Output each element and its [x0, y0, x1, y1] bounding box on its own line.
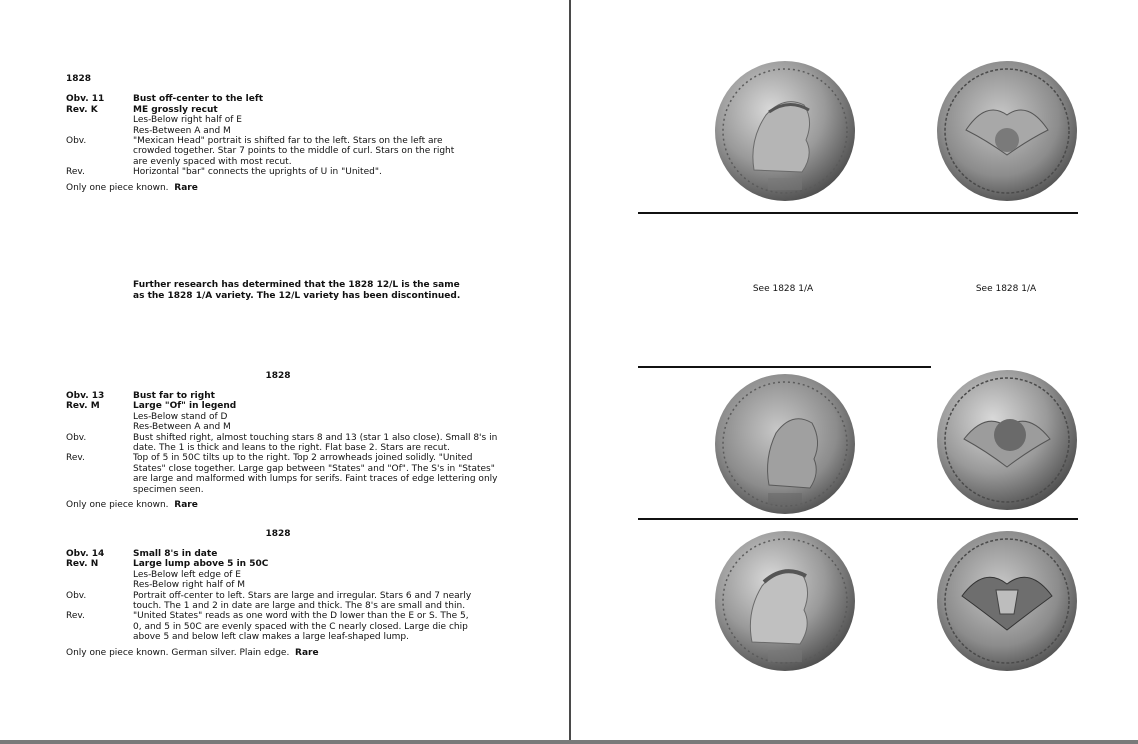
- entry-year: 1828: [66, 74, 92, 84]
- obv-title: Bust off-center to the left: [133, 94, 264, 105]
- see-reference-obverse: See 1828 1/A: [752, 284, 814, 294]
- entry-obv14-revN: [66, 549, 471, 658]
- les-text: Les-Below right half of E: [133, 115, 242, 126]
- res-text: Res-Between A and M: [133, 422, 231, 433]
- divider-line: [638, 212, 1078, 214]
- rarity: Rare: [174, 182, 198, 193]
- divider-line: [638, 366, 931, 368]
- rev-label: Rev. K: [66, 104, 98, 115]
- coin-obverse-photo: [714, 60, 856, 202]
- rev-description: "United States" reads as one word with the D lower than the E or S. The 5, 0, and 5 in 50C are evenly spaced with the C nearly closed. Large die chip above 5 and below left claw makes a large leaf-shaped lump.: [133, 611, 469, 643]
- entry-year: 1828: [265, 371, 291, 381]
- see-reference-reverse: See 1828 1/A: [975, 284, 1037, 294]
- entry-obv13-revM: [66, 391, 497, 510]
- bottom-scrollbar: [0, 740, 1138, 744]
- divider-line: [638, 518, 1078, 520]
- obv-description: "Mexican Head" portrait is shifted far to the left. Stars on the left are crowded together. Star 7 points to the middle of curl. Stars on the right are evenly spaced with most recut.: [133, 136, 455, 167]
- rarity: Rare: [174, 500, 198, 511]
- obv-title: Small 8's in date: [133, 549, 218, 559]
- coin-obverse-photo: [714, 373, 856, 515]
- rev-label: Rev. N: [66, 559, 99, 570]
- obv-desc-label: Obv.: [66, 432, 87, 443]
- known-count: Only one piece known. German silver. Plain edge. Rare: [66, 647, 319, 658]
- res-text: Res-Below right half of M: [133, 580, 245, 591]
- coin-reverse-photo: [936, 60, 1078, 202]
- coin-reverse-photo: [936, 530, 1078, 672]
- rev-title: Large "Of" in legend: [133, 401, 237, 412]
- rev-label: Rev. M: [66, 401, 100, 412]
- obv-label: Obv. 11: [66, 94, 105, 105]
- rev-desc-label: Rev.: [66, 167, 85, 178]
- obv-description: Portrait off-center to left. Stars are large and irregular. Stars 6 and 7 nearly touch. The 1 and 2 in date are large and thick. The 8's are small and thin.: [133, 590, 472, 612]
- rev-description: Top of 5 in 50C tilts up to the right. Top 2 arrowheads joined solidly. "United States" close together. Large gap between "States" and "Of". The S's in "States" are large and malformed with lumps for serifs. Faint traces of edge lettering only specimen seen.: [133, 453, 498, 495]
- obv-label: Obv. 14: [66, 549, 105, 559]
- rev-title: ME grossly recut: [133, 104, 218, 115]
- research-note: Further research has determined that the 1828 12/L is the same as the 1828 1/A variety. The 12/L variety has been discontinued.: [133, 280, 461, 301]
- obv-desc-label: Obv.: [66, 136, 87, 147]
- known-count: Only one piece known. Rare: [66, 182, 198, 193]
- res-text: Res-Between A and M: [133, 125, 231, 136]
- obv-description: Bust shifted right, almost touching stars 8 and 13 (star 1 also close). Small 8's in date. The 1 is thick and leans to the right. Flat base 2. Stars are recut.: [133, 432, 498, 454]
- rev-desc-label: Rev.: [66, 453, 85, 464]
- rev-description: Horizontal "bar" connects the uprights of U in "United".: [133, 167, 382, 178]
- rev-title: Large lump above 5 in 50C: [133, 559, 269, 570]
- known-count: Only one piece known. Rare: [66, 500, 198, 511]
- entry-obv11-revK: [66, 74, 454, 193]
- rev-desc-label: Rev.: [66, 611, 85, 622]
- obv-desc-label: Obv.: [66, 590, 87, 601]
- coin-obverse-photo: [714, 530, 856, 672]
- obv-title: Bust far to right: [133, 391, 215, 401]
- rarity: Rare: [295, 647, 319, 658]
- coin-reverse-photo: [936, 369, 1078, 511]
- les-text: Les-Below left edge of E: [133, 569, 241, 580]
- les-text: Les-Below stand of D: [133, 411, 228, 422]
- entry-year: 1828: [265, 529, 291, 539]
- obv-label: Obv. 13: [66, 391, 105, 401]
